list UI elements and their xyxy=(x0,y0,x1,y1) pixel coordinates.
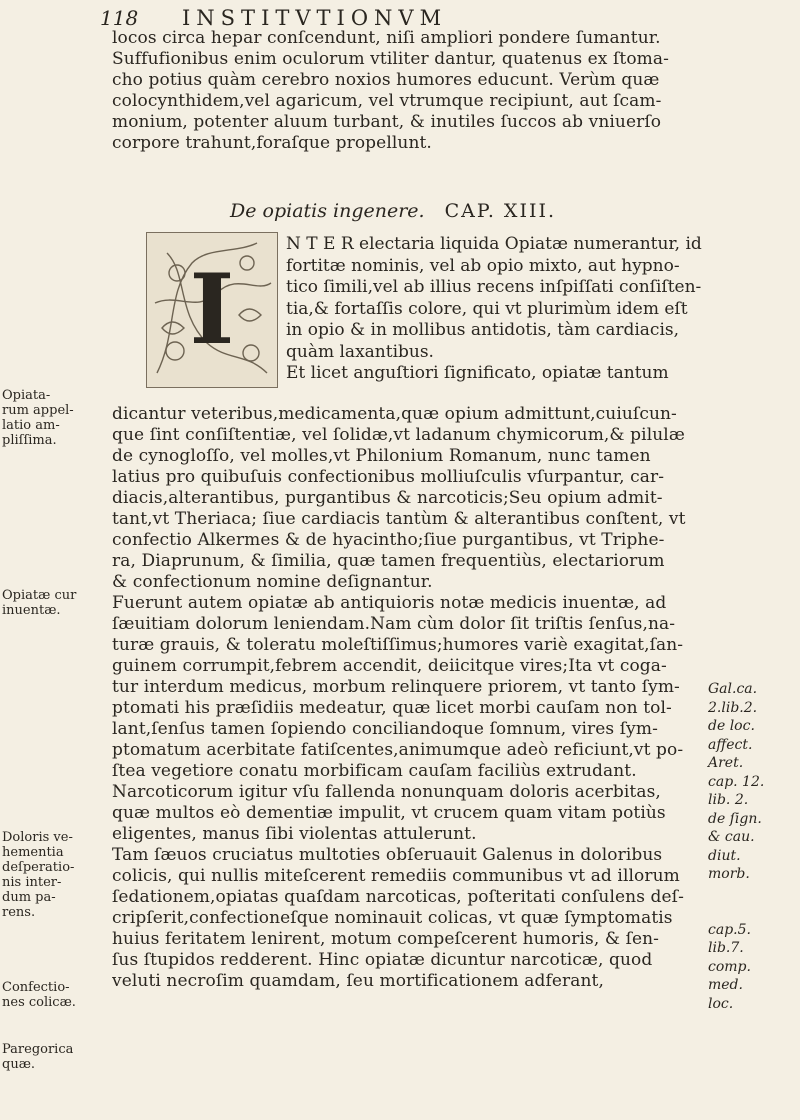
text-line: tico ſimili,vel ab illius recens inſpiſſati conſiſten- xyxy=(286,277,702,297)
text-line: quàm laxantibus. xyxy=(286,341,434,362)
text-line: ptomatum acerbitate fatiſcentes,animumque adeò reficiunt,vt po- xyxy=(112,740,684,760)
margin-note-right: comp. xyxy=(708,958,751,975)
margin-note-left xyxy=(2,980,98,1010)
text-line: huius feritatem lenirent, motum compeſcerent humoris, & ſen- xyxy=(112,929,660,949)
margin-note-right: lib. 2. xyxy=(708,792,749,808)
text-line: corpore trahunt,foraſque propellunt. xyxy=(112,133,432,153)
chapter-heading xyxy=(230,200,556,222)
text-line: locos circa hepar conſcendunt, niſi ampliori pondere ſumantur. xyxy=(112,28,661,48)
text-line: tia,& fortaſſis colore, qui vt plurimùm idem eſt xyxy=(286,298,688,319)
text-line: Suffufionibus enim oculorum vtiliter dantur, quatenus ex ſtoma- xyxy=(112,49,669,69)
initial-letter: I xyxy=(189,253,235,366)
text-line: in opio & in mollibus antidotis, tàm cardiacis, xyxy=(286,320,680,340)
text-line: de cynogloſſo, vel molles,vt Philonium Romanum, nunc tamen xyxy=(112,446,651,466)
margin-note-right xyxy=(708,902,798,921)
text-line: Narcoticorum igitur vſu fallenda nonunquam doloris acerbitas, xyxy=(112,782,661,802)
page-header xyxy=(100,6,760,30)
margin-note-line: dum pa- xyxy=(2,890,56,905)
margin-note-right: med. xyxy=(708,977,743,993)
margin-note-right: affect. xyxy=(708,736,753,753)
text-line: Et licet anguſtiori ſignificato, opiatæ tantum xyxy=(286,363,669,383)
margin-note-line: rum appel- xyxy=(2,403,74,418)
text-line: colocynthidem,vel agaricum, vel vtrumque recipiunt, aut ſcam- xyxy=(112,91,662,111)
text-line: ra, Diaprunum, & ſimilia, quæ tamen frequentiùs, electariorum xyxy=(112,551,665,571)
text-line: eligentes, manus ſibi violentas attulerunt. xyxy=(112,824,477,844)
margin-note-right: 2.lib.2. xyxy=(708,699,758,716)
text-line: quæ multos eò dementiæ impulit, vt crucem quam vitam potiùs xyxy=(112,803,666,823)
margin-note-left xyxy=(2,830,98,920)
text-line: turæ grauis, & toleratu moleſtiſſimus;humores variè exagitat,ſan- xyxy=(112,635,684,655)
margin-note-right: de loc. xyxy=(708,718,755,734)
text-line: ſedationem,opiatas quaſdam narcoticas, poſteritati conſulens deſ- xyxy=(112,887,684,907)
text-line: & confectionum nomine deſignantur. xyxy=(112,572,433,592)
margin-note-right: cap. 12. xyxy=(708,773,765,790)
text-line: monium, potenter aluum turbant, & inutiles ſuccos ab vniuerſo xyxy=(112,112,662,132)
margin-note-line: pliſſima. xyxy=(2,433,57,448)
margin-note-left xyxy=(2,388,98,448)
text-line: que ſint conſiſtentiæ, vel ſolidæ,vt ladanum chymicorum,& pilulæ xyxy=(112,425,685,445)
chapter-title: De opiatis ingenere. xyxy=(230,200,425,222)
margin-note-line: latio am- xyxy=(2,418,60,433)
text-line: latius pro quibuſuis confectionibus molliuſculis vſurpantur, car- xyxy=(112,467,665,487)
margin-note-line: deſperatio- xyxy=(2,860,75,875)
text-line: diacis,alterantibus, purgantibus & narcoticis;Seu opium admit- xyxy=(112,488,663,508)
margin-note-line: nes colicæ. xyxy=(2,995,76,1010)
chapter-intro xyxy=(286,234,756,385)
decorated-initial xyxy=(146,232,278,388)
text-line: tur interdum medicus, morbum relinquere priorem, vt tanto ſym- xyxy=(112,677,680,697)
text-line: ſus ſtupidos redderent. Hinc opiatæ dicuntur narcoticæ, quod xyxy=(112,950,653,970)
margin-note-right: lib.7. xyxy=(708,940,744,956)
text-line: ſæuitiam dolorum leniendam.Nam cùm dolor ſit triſtis ſenſus,na- xyxy=(112,614,676,634)
margin-note-line: Confectio- xyxy=(2,980,70,995)
main-text xyxy=(112,404,752,992)
text-line: Fuerunt autem opiatæ ab antiquioris notæ medicis inuentæ, ad xyxy=(112,593,667,613)
margin-note-right: morb. xyxy=(708,866,750,882)
margin-note-right: diut. xyxy=(708,847,741,864)
text-line: ptomati his præſidiis medeatur, quæ licet morbi cauſam non tol- xyxy=(112,698,672,718)
text-line: dicantur veteribus,medicamenta,quæ opium admittunt,cuiuſcun- xyxy=(112,404,677,424)
margin-note-line: Opiata- xyxy=(2,388,51,403)
margin-note-line: quæ. xyxy=(2,1057,36,1072)
text-line: confectio Alkermes & de hyacintho;ſiue purgantibus, vt Triphe- xyxy=(112,530,665,550)
text-line: ſtea vegetiore conatu morbificam cauſam faciliùs extrudant. xyxy=(112,761,637,781)
text-line: fortitæ nominis, vel ab opio mixto, aut hypno- xyxy=(286,255,680,276)
margin-note-line: hementia xyxy=(2,845,64,860)
margin-note-line: Doloris ve- xyxy=(2,830,73,845)
margin-note-left xyxy=(2,588,98,618)
right-margin-notes xyxy=(708,680,798,1013)
top-paragraph xyxy=(112,28,752,154)
margin-note-line: rens. xyxy=(2,905,36,920)
text-line: cripſerit,confectioneſque nominauit colicas, vt quæ ſymptomatis xyxy=(112,908,673,928)
text-line: colicis, qui nullis miteſcerent remediis communibus vt ad illorum xyxy=(112,866,680,886)
margin-note-right: & cau. xyxy=(708,829,755,845)
margin-note-right: loc. xyxy=(708,995,734,1012)
margin-note-right: cap.5. xyxy=(708,921,751,938)
text-line: cho potius quàm cerebro noxios humores educunt. Verùm quæ xyxy=(112,70,660,90)
margin-note-line: Opiatæ cur xyxy=(2,588,77,603)
text-line: tant,vt Theriaca; ſiue cardiacis tantùm & alterantibus conſtent, vt xyxy=(112,509,686,529)
text-line: guinem corrumpit,febrem accendit, deiicitque vires;Ita vt coga- xyxy=(112,656,667,676)
chapter-number: CAP. XIII. xyxy=(444,200,556,222)
page-number: 118 xyxy=(100,6,139,30)
margin-note-line: Paregorica xyxy=(2,1042,74,1057)
running-head: INSTITVTIONVM xyxy=(182,6,448,30)
margin-note-line: inuentæ. xyxy=(2,603,61,618)
margin-note-line: nis inter- xyxy=(2,875,62,890)
text-line: Tam ſæuos cruciatus multoties obſeruauit Galenus in doloribus xyxy=(112,845,663,865)
text-line: lant,ſenſus tamen ſopiendo conciliandoque ſomnum, vires ſym- xyxy=(112,719,658,739)
text-line: N T E R electaria liquida Opiatæ numerantur, id xyxy=(286,234,702,254)
text-line: veluti necroſim quamdam, ſeu mortificationem adferant, xyxy=(112,971,604,991)
margin-note-left xyxy=(2,1042,98,1072)
margin-note-right xyxy=(708,884,798,903)
margin-note-right: Aret. xyxy=(708,755,744,771)
margin-note-right: Gal.ca. xyxy=(708,681,758,697)
margin-note-right: de ſign. xyxy=(708,810,762,827)
